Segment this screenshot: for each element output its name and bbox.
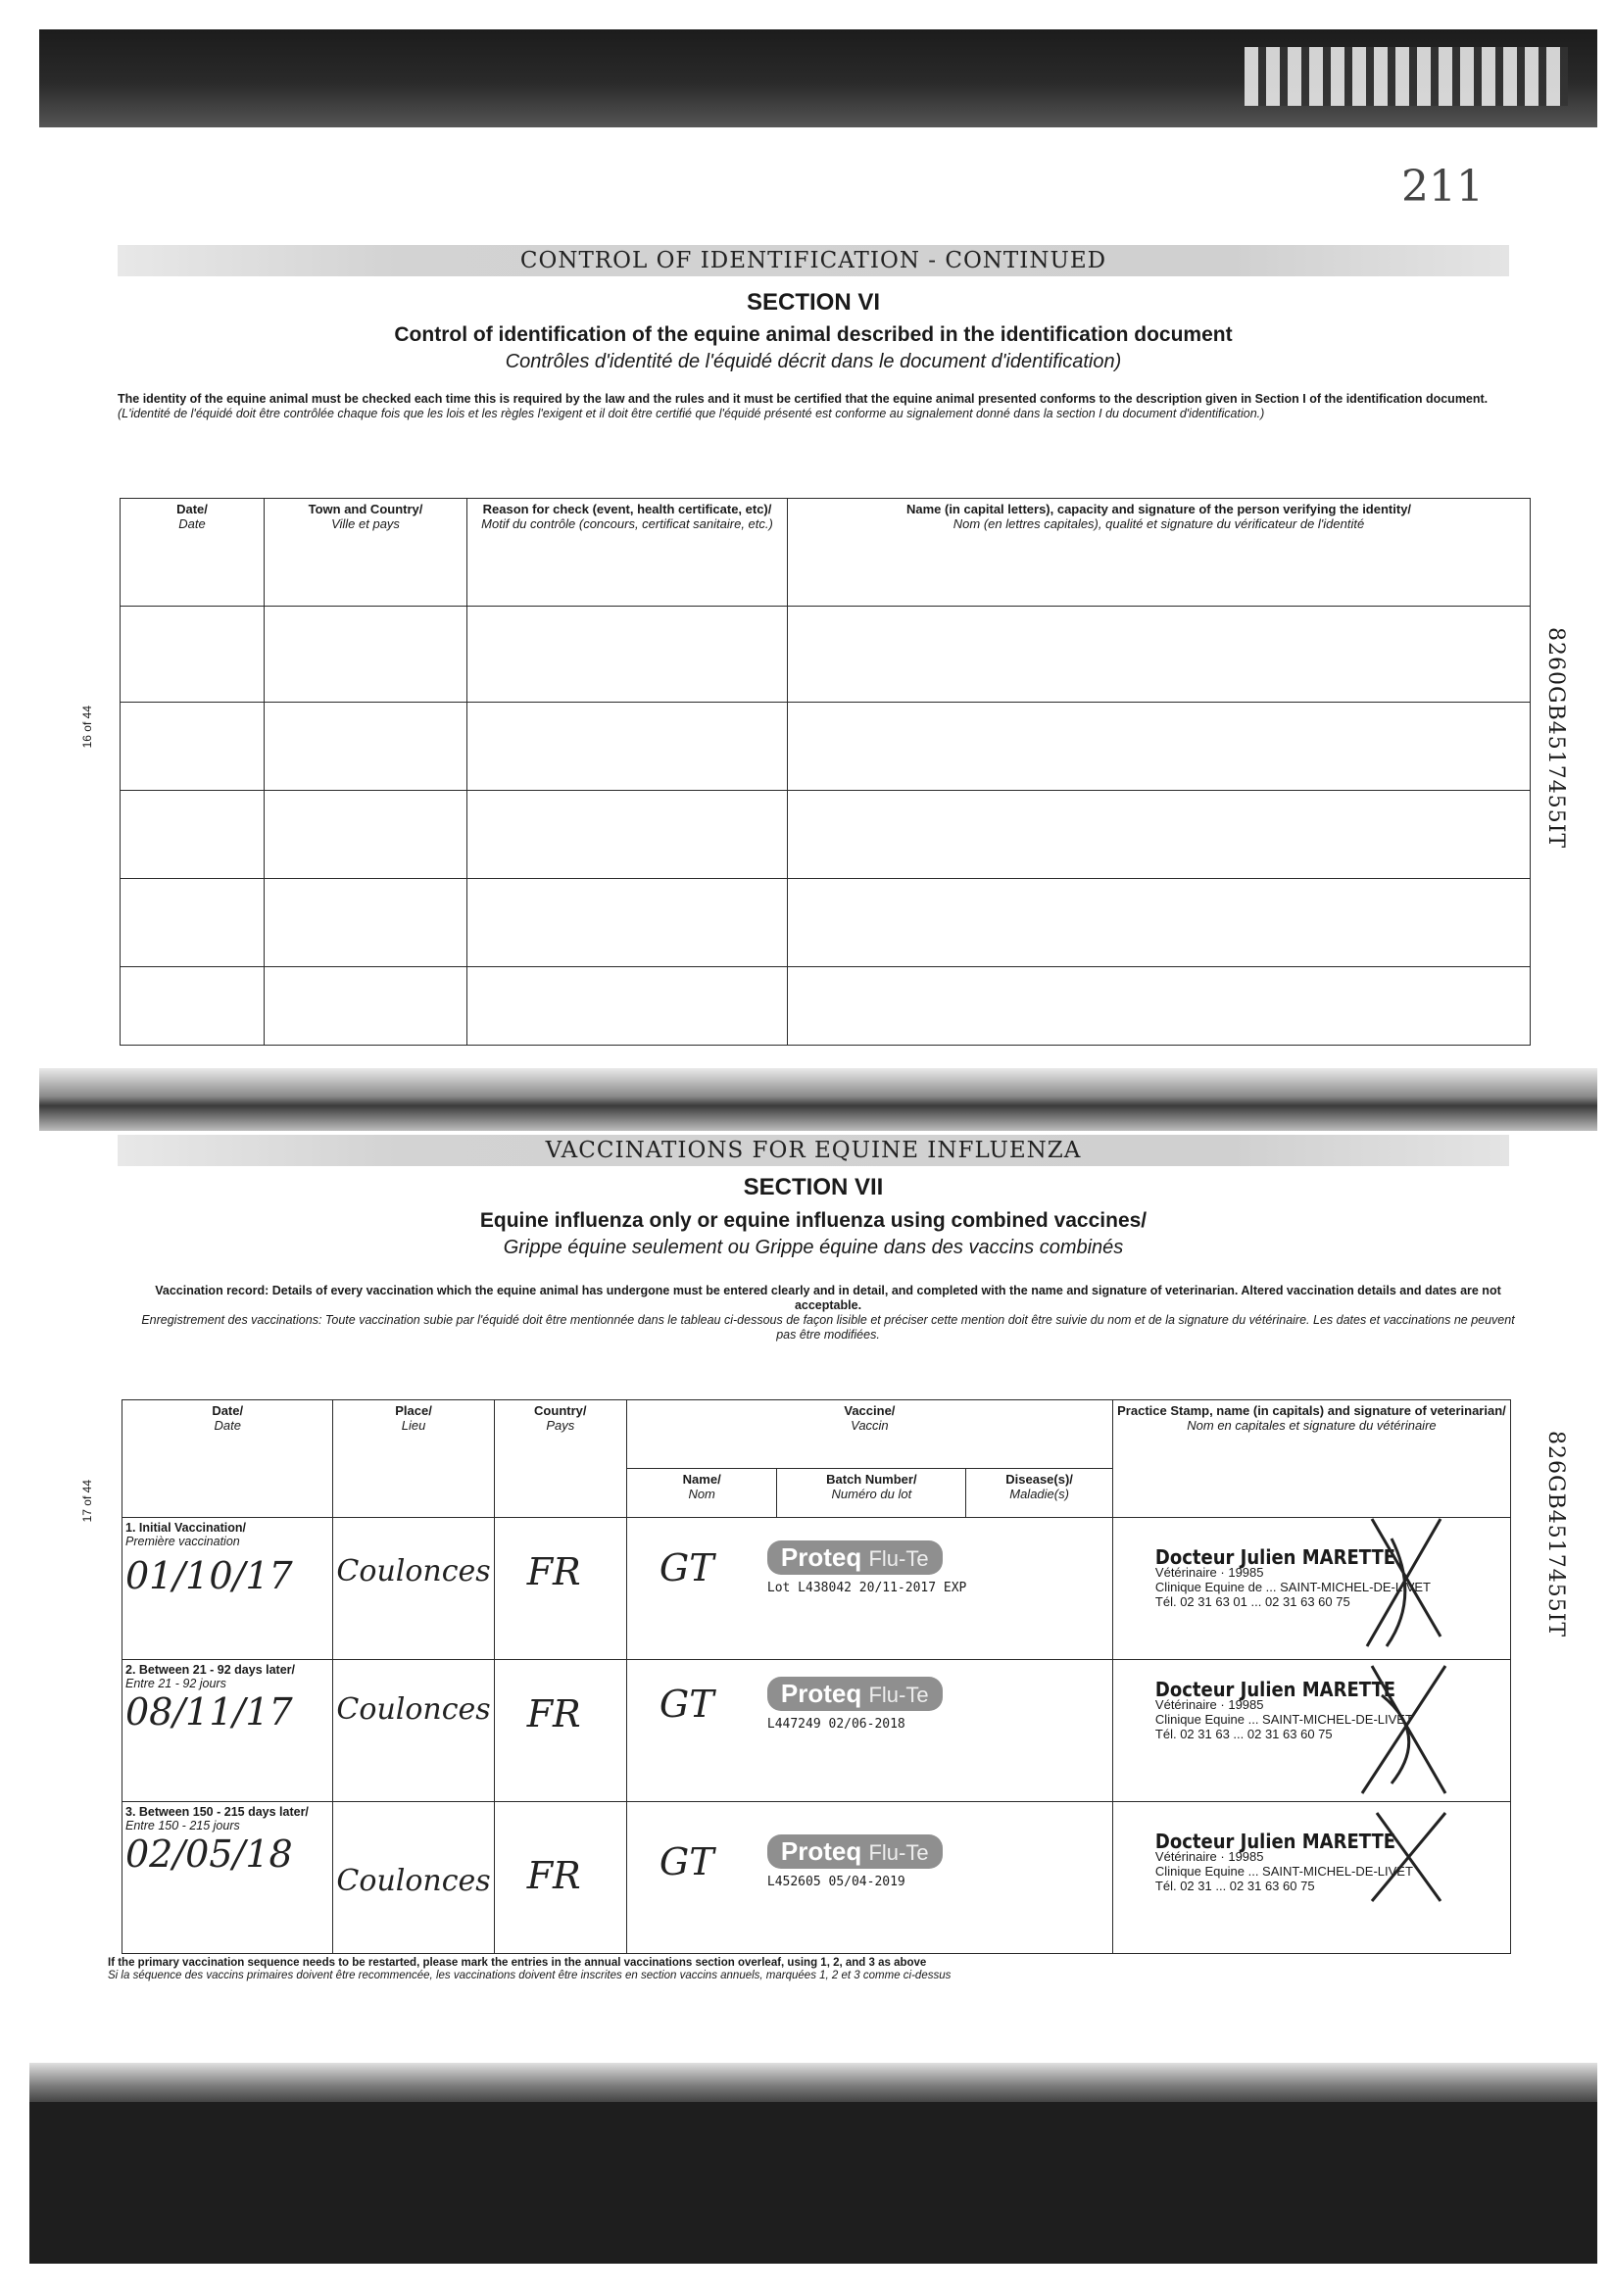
- cell[interactable]: [467, 879, 788, 967]
- vaccine-cell[interactable]: [626, 1518, 1112, 1660]
- side-page-16: 16 of 44: [80, 706, 94, 749]
- col-disease: Disease(s)/ Maladie(s): [966, 1469, 1113, 1518]
- section6-subtitle-fr: Contrôles d'identité de l'équidé décrit dans le document d'identification): [505, 351, 1122, 372]
- vaccine-name-value: GT: [659, 1840, 714, 1883]
- cell[interactable]: [265, 703, 467, 791]
- section7-footer-fr: Si la séquence des vaccins primaires doivent être recommencée, les vaccinations doivent être inscrites en section vaccins annuels, marquées 1, 2 et 3 comme ci-dessus: [108, 1970, 952, 1981]
- scan-fold: [39, 1068, 1597, 1131]
- col-batch: Batch Number/ Numéro du lot: [777, 1469, 966, 1518]
- cell[interactable]: [265, 879, 467, 967]
- section6-subtitle-en: Control of identification of the equine animal described in the identification document: [394, 323, 1233, 346]
- section7-note-en: Vaccination record: Details of every vaccination which the equine animal has undergone must be entered clearly and in detail, and completed with the name and signature of veterinarian. Altered vaccination details and dates are not acceptable.: [155, 1284, 1501, 1312]
- cell[interactable]: [265, 607, 467, 703]
- batch-value: L452605 05/04-2019: [766, 1875, 905, 1889]
- cell[interactable]: [265, 967, 467, 1046]
- cell[interactable]: [788, 879, 1531, 967]
- vet-stamp: Docteur Julien MARETTE Vétérinaire · 19985 Clinique Equine ... SAINT-MICHEL-DE-LIVET Tél. 02 31 ... 02 31 63 60 75: [1154, 1830, 1413, 1893]
- table-row: [122, 1802, 1511, 1954]
- section7-note: [137, 1284, 1519, 1343]
- place-value: Coulonces: [336, 1692, 491, 1727]
- col-date: Date/ Date: [122, 1400, 333, 1518]
- cell[interactable]: [788, 791, 1531, 879]
- table-row: [121, 703, 1531, 791]
- country-cell[interactable]: [494, 1802, 626, 1954]
- table-row: [121, 967, 1531, 1046]
- batch-value: Lot L438042 20/11-2017 EXP: [766, 1581, 967, 1595]
- vaccine-name-value: GT: [659, 1683, 714, 1726]
- date-cell[interactable]: 2. Between 21 - 92 days later/ Entre 21 - 92 jours 08/11/17: [122, 1660, 333, 1802]
- cell[interactable]: [121, 967, 265, 1046]
- section7-footer: [108, 1957, 1284, 1982]
- place-value: Coulonces: [336, 1864, 491, 1898]
- section6-title: SECTION VI: [746, 289, 881, 316]
- col-reason: Reason for check (event, health certificate, etc)/ Motif du contrôle (concours, certificat sanitaire, etc.): [467, 499, 788, 607]
- cell[interactable]: [467, 703, 788, 791]
- scan-edge-bottom: [29, 2063, 1597, 2102]
- vaccine-cell[interactable]: [626, 1660, 1112, 1802]
- col-town: Town and Country/ Ville et pays: [265, 499, 467, 607]
- vaccine-cell[interactable]: [626, 1802, 1112, 1954]
- cell[interactable]: [121, 879, 265, 967]
- date-value: 01/10/17: [125, 1554, 293, 1597]
- place-cell[interactable]: [333, 1518, 494, 1660]
- country-value: FR: [526, 1692, 581, 1735]
- country-cell[interactable]: [494, 1660, 626, 1802]
- scan-stripes: [1245, 47, 1568, 106]
- section7-title: SECTION VII: [743, 1174, 884, 1200]
- cell[interactable]: [467, 791, 788, 879]
- date-cell[interactable]: 1. Initial Vaccination/ Première vaccination 01/10/17: [122, 1518, 333, 1660]
- date-value: 02/05/18: [125, 1832, 293, 1876]
- section7-subtitle-fr: Grippe équine seulement ou Grippe équine dans des vaccins combinés: [503, 1237, 1124, 1258]
- country-cell[interactable]: [494, 1518, 626, 1660]
- vaccine-sticker: Proteq Flu-Te: [767, 1540, 943, 1575]
- section7-note-fr: Enregistrement des vaccinations: Toute vaccination subie par l'équidé doit être mentionnée dans le tableau ci-dessous de façon lisible et préciser cette mention doit être suivie du nom et de la signature du vétérinaire. Les dates et vaccinations ne peuvent pas être modifiées.: [141, 1313, 1515, 1342]
- vet-stamp: Docteur Julien MARETTE Vétérinaire · 19985 Clinique Equine de ... SAINT-MICHEL-DE-LIVET Tél. 02 31 63 01 ... 02 31 63 60 75: [1154, 1545, 1431, 1609]
- col-practice: Practice Stamp, name (in capitals) and signature of veterinarian/ Nom en capitales et signature du vétérinaire: [1112, 1400, 1510, 1518]
- vaccine-name-value: GT: [659, 1546, 714, 1589]
- section6-note: [118, 392, 1499, 421]
- section6-note-fr: (L'identité de l'équidé doit être contrôlée chaque fois que les lois et les règles l'exigent et il doit être certifié que l'équidé présenté est conforme au signalement donné dans la section I du document d'identification.): [118, 407, 1265, 420]
- section7-subtitle-en: Equine influenza only or equine influenza using combined vaccines/: [479, 1209, 1148, 1232]
- side-page-17: 17 of 44: [80, 1480, 94, 1523]
- cell[interactable]: [121, 607, 265, 703]
- section7-banner: VACCINATIONS FOR EQUINE INFLUENZA: [118, 1135, 1509, 1166]
- col-verifier: Name (in capital letters), capacity and signature of the person verifying the identity/ Nom (en lettres capitales), qualité et signature du vérificateur de l'identité: [788, 499, 1531, 607]
- date-value: 08/11/17: [125, 1690, 293, 1734]
- cell[interactable]: [121, 703, 265, 791]
- country-value: FR: [526, 1854, 581, 1897]
- col-country: Country/ Pays: [494, 1400, 626, 1518]
- signature-scribbles: [1352, 1499, 1470, 1911]
- table-row: [122, 1660, 1511, 1802]
- vaccine-sticker: Proteq Flu-Te: [767, 1677, 943, 1711]
- vaccine-sticker: Proteq Flu-Te: [767, 1834, 943, 1869]
- cell[interactable]: [788, 607, 1531, 703]
- cell[interactable]: [788, 967, 1531, 1046]
- place-cell[interactable]: [333, 1660, 494, 1802]
- col-date: Date/ Date: [121, 499, 265, 607]
- place-value: Coulonces: [336, 1554, 491, 1588]
- batch-value: L447249 02/06-2018: [766, 1717, 905, 1732]
- cell[interactable]: [121, 791, 265, 879]
- table-row: [121, 879, 1531, 967]
- cell[interactable]: [788, 703, 1531, 791]
- side-id-bottom: 826GB4517455IT: [1543, 1431, 1568, 1638]
- table-row: [122, 1518, 1511, 1660]
- cell[interactable]: [467, 967, 788, 1046]
- page-number: 211: [1401, 162, 1484, 212]
- col-place: Place/ Lieu: [333, 1400, 494, 1518]
- cell[interactable]: [467, 607, 788, 703]
- col-vaccine-name: Name/ Nom: [626, 1469, 777, 1518]
- scan-edge-top: [39, 29, 1597, 127]
- section6-banner: CONTROL OF IDENTIFICATION - CONTINUED: [118, 245, 1509, 276]
- country-value: FR: [526, 1550, 581, 1593]
- col-vaccine: Vaccine/ Vaccin: [626, 1400, 1112, 1469]
- place-cell[interactable]: [333, 1802, 494, 1954]
- cell[interactable]: [265, 791, 467, 879]
- table-row: [121, 791, 1531, 879]
- table-row: [121, 607, 1531, 703]
- section6-note-en: The identity of the equine animal must be checked each time this is required by the law and the rules and it must be certified that the equine animal presented conforms to the description given in Section I of the identification document.: [118, 392, 1489, 406]
- date-cell[interactable]: 3. Between 150 - 215 days later/ Entre 150 - 215 jours 02/05/18: [122, 1802, 333, 1954]
- vet-stamp: Docteur Julien MARETTE Vétérinaire · 19985 Clinique Equine ... SAINT-MICHEL-DE-LIVET Tél. 02 31 63 ... 02 31 63 60 75: [1154, 1678, 1413, 1741]
- vaccination-table: [122, 1399, 1511, 1954]
- section7-footer-en: If the primary vaccination sequence needs to be restarted, please mark the entries in the annual vaccinations section overleaf, using 1, 2, and 3 as above: [108, 1957, 927, 1969]
- scan-dark-bottom: [29, 2102, 1597, 2264]
- side-id-top: 8260GB4517455IT: [1543, 627, 1568, 850]
- identification-table: [120, 498, 1531, 1046]
